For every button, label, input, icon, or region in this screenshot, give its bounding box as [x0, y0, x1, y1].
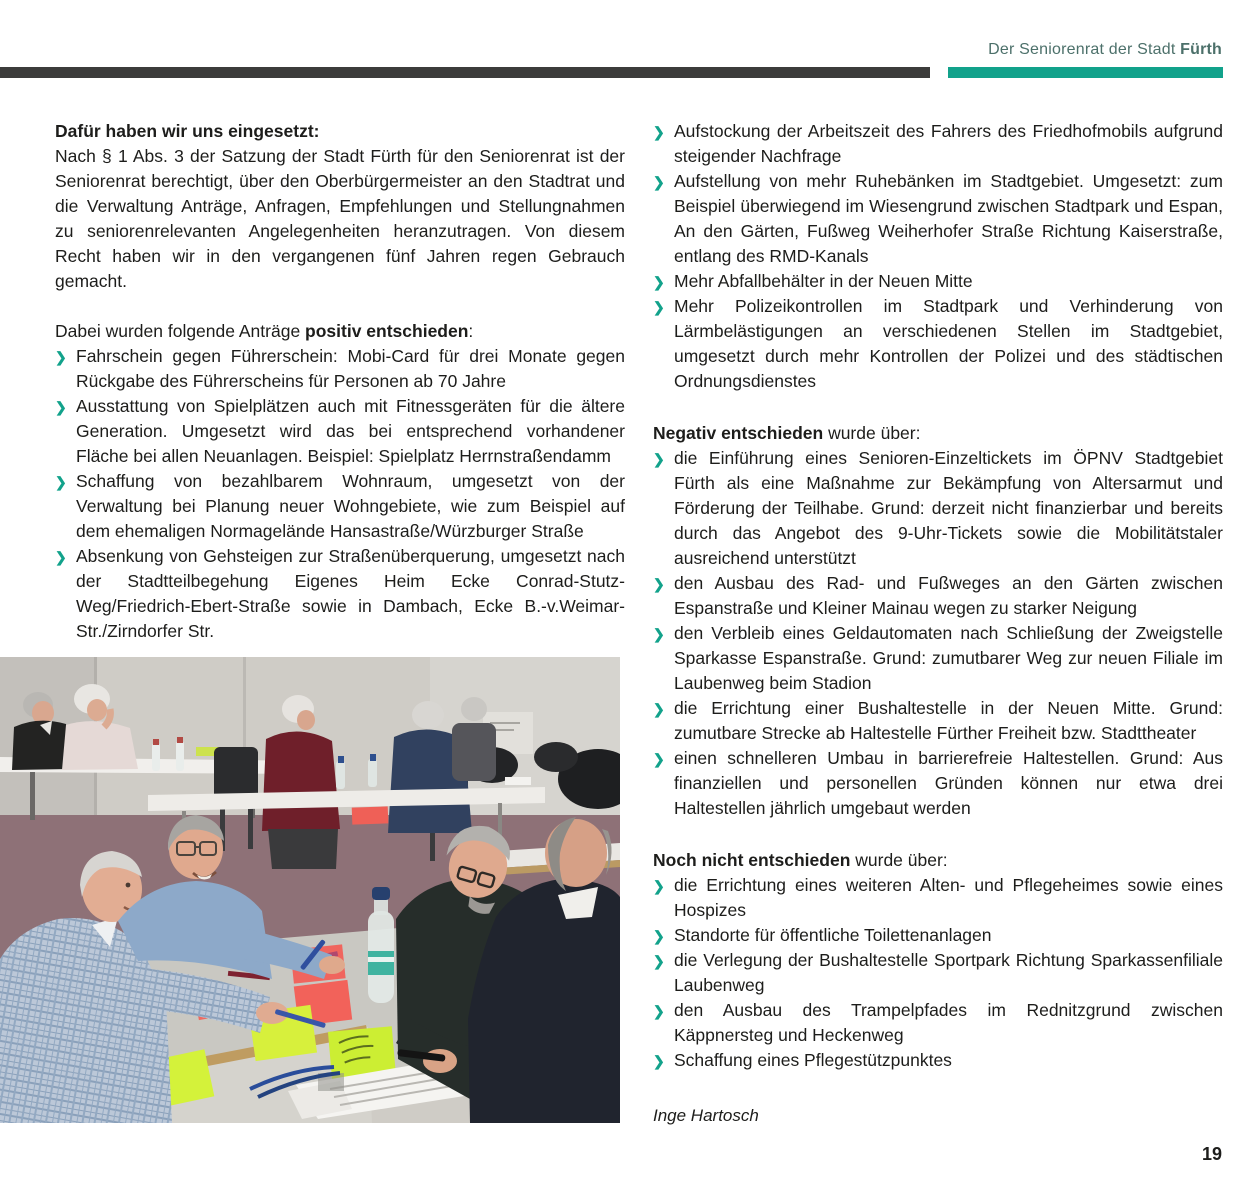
pending-heading-rest: wurde über: [850, 850, 948, 870]
list-item-text: den Ausbau des Rad- und Fußweges an den Gärten zwischen Espanstraße und Kleiner Mainau wegen zu starker Neigung [674, 573, 1223, 618]
list-item-text: die Errichtung eines weiteren Alten- und Pflegeheimes sowie eines Hospizes [674, 875, 1223, 920]
chevron-bullet-icon: ❯ [653, 1053, 665, 1069]
page-header-title [988, 41, 1222, 59]
list-item-text: die Errichtung einer Bushaltestelle in der Neuen Mitte. Grund: zumutbare Strecke ab Haltestelle Fürther Freiheit bzw. Stadttheater [674, 698, 1223, 743]
positive-list-right [653, 119, 1223, 394]
negative-heading-bold: Negativ entschieden [653, 423, 824, 443]
list-item-text: Aufstellung von mehr Ruhebänken im Stadtgebiet. Umgesetzt: zum Beispiel überwiegend im Wiesengrund zwischen Stadtpark und Espan, An den Gärten, Fußweg Weiherhofer Straße Richtung Kaiserstraße, entlang des RMD-Kanals [674, 171, 1223, 266]
meeting-photo [0, 657, 620, 1123]
chevron-bullet-icon: ❯ [653, 751, 665, 767]
chevron-bullet-icon: ❯ [653, 274, 665, 290]
list-item-text: die Einführung eines Senioren-Einzeltickets im ÖPNV Stadtgebiet Fürth als eine Maßnahme zur Bekämpfung von Altersarmut und Förderung der Teilhabe. Grund: derzeit nicht finanzierbar und bereits durch das Angebot des 9-Uhr-Tickets sowie die Mobilitätstaler ausreichend unterstützt [674, 448, 1223, 568]
positive-lead-suffix: : [468, 321, 474, 341]
chevron-bullet-icon: ❯ [653, 878, 665, 894]
list-item [653, 119, 1223, 169]
chevron-bullet-icon: ❯ [55, 474, 67, 490]
list-item [653, 169, 1223, 269]
list-item [653, 998, 1223, 1048]
list-item-text: Mehr Polizeikontrollen im Stadtpark und Verhinderung von Lärmbelästigungen an verschiedenen Stellen im Stadtgebiet, umgesetzt durch mehr Kontrollen der Polizei und des städtischen Ordnungsdienstes [674, 296, 1223, 391]
list-item-text: Schaffung eines Pflegestützpunktes [674, 1050, 952, 1070]
chevron-bullet-icon: ❯ [653, 953, 665, 969]
header-title-prefix: Der Seniorenrat der Stadt [988, 41, 1181, 58]
meeting-photo-illustration [0, 657, 620, 1123]
list-item [55, 544, 625, 644]
negative-heading [653, 421, 1223, 446]
chevron-bullet-icon: ❯ [55, 349, 67, 365]
chevron-bullet-icon: ❯ [653, 174, 665, 190]
list-item-text: den Ausbau des Trampelpfades im Rednitzgrund zwischen Käppnersteg und Heckenweg [674, 1000, 1223, 1045]
chevron-bullet-icon: ❯ [653, 701, 665, 717]
chevron-bullet-icon: ❯ [653, 451, 665, 467]
list-item [653, 1048, 1223, 1073]
list-item-text: Fahrschein gegen Führerschein: Mobi-Card für drei Monate gegen Rückgabe des Führerscheins für Personen ab 70 Jahre [76, 346, 625, 391]
intro-paragraph: Nach § 1 Abs. 3 der Satzung der Stadt Fürth für den Seniorenrat ist der Seniorenrat berechtigt, über den Oberbürgermeister an den Stadtrat und die Verwaltung Anträge, Anfragen, Empfehlungen und Stellungnahmen zu seniorenrelevanten Angelegenheiten heranzutragen. Von diesem Recht haben wir in den vergangenen fünf Jahren regen Gebrauch gemacht. [55, 146, 625, 291]
list-item [653, 294, 1223, 394]
chevron-bullet-icon: ❯ [653, 299, 665, 315]
left-column [55, 119, 625, 644]
list-item [653, 923, 1223, 948]
list-item [653, 696, 1223, 746]
header-rule-dark [0, 67, 930, 78]
chevron-bullet-icon: ❯ [653, 626, 665, 642]
list-item [653, 948, 1223, 998]
list-item [653, 446, 1223, 571]
positive-list-left [55, 344, 625, 644]
list-item [653, 873, 1223, 923]
list-item-text: Aufstockung der Arbeitszeit des Fahrers des Friedhofmobils aufgrund steigender Nachfrage [674, 121, 1223, 166]
chevron-bullet-icon: ❯ [653, 576, 665, 592]
pending-list [653, 873, 1223, 1073]
header-rule-teal [948, 67, 1223, 78]
list-item [653, 269, 1223, 294]
right-column [653, 119, 1223, 1128]
chevron-bullet-icon: ❯ [55, 549, 67, 565]
chevron-bullet-icon: ❯ [653, 1003, 665, 1019]
section-heading-engagement: Dafür haben wir uns eingesetzt: [55, 121, 320, 141]
list-item-text: einen schnelleren Umbau in barrierefreie Haltestellen. Grund: Aus finanziellen und personellen Gründen können nur etwa drei Haltestellen jährlich umgebaut werden [674, 748, 1223, 818]
list-item-text: den Verbleib eines Geldautomaten nach Schließung der Zweigstelle Sparkasse Espanstraße. Grund: zumutbarer Weg zur neuen Filiale im Laubenweg beim Stadion [674, 623, 1223, 693]
positive-lead-bold: positiv entschieden [305, 321, 469, 341]
negative-list [653, 446, 1223, 821]
negative-heading-rest: wurde über: [823, 423, 921, 443]
list-item [55, 469, 625, 544]
pending-heading-bold: Noch nicht entschieden [653, 850, 851, 870]
list-item-text: Schaffung von bezahlbarem Wohnraum, umgesetzt von der Verwaltung bei Planung neuer Wohngebiete, wie zum Beispiel auf dem ehemaligen Normagelände Hansastraße/Würzburger Straße [76, 471, 625, 541]
list-item [55, 344, 625, 394]
chevron-bullet-icon: ❯ [653, 928, 665, 944]
list-item-text: Mehr Abfallbehälter in der Neuen Mitte [674, 271, 973, 291]
header-title-bold: Fürth [1180, 41, 1222, 58]
list-item [653, 621, 1223, 696]
chevron-bullet-icon: ❯ [653, 124, 665, 140]
list-item [653, 746, 1223, 821]
list-item [55, 394, 625, 469]
chevron-bullet-icon: ❯ [55, 399, 67, 415]
list-item [653, 571, 1223, 621]
list-item-text: die Verlegung der Bushaltestelle Sportpark Richtung Sparkassenfiliale Laubenweg [674, 950, 1223, 995]
positive-lead-prefix: Dabei wurden folgende Anträge [55, 321, 306, 341]
page-number: 19 [1201, 1144, 1222, 1164]
list-item-text: Standorte für öffentliche Toilettenanlagen [674, 925, 992, 945]
list-item-text: Ausstattung von Spielplätzen auch mit Fitnessgeräten für die ältere Generation. Umgesetzt wird das bei entsprechend vorhandener Fläche bei allen Neuanlagen. Beispiel: Spielplatz Herrnstraßendamm [76, 396, 625, 466]
author-signature: Inge Hartosch [653, 1106, 759, 1125]
list-item-text: Absenkung von Gehsteigen zur Straßenüberquerung, umgesetzt nach der Stadtteilbegehung Eigenes Heim Ecke Conrad-Stutz-Weg/Friedrich-Ebert-Straße sowie in Dambach, Ecke B.-v.Weimar-Str./Zirndorfer Str. [76, 546, 625, 641]
pending-heading [653, 848, 1223, 873]
positive-lead [55, 319, 625, 344]
